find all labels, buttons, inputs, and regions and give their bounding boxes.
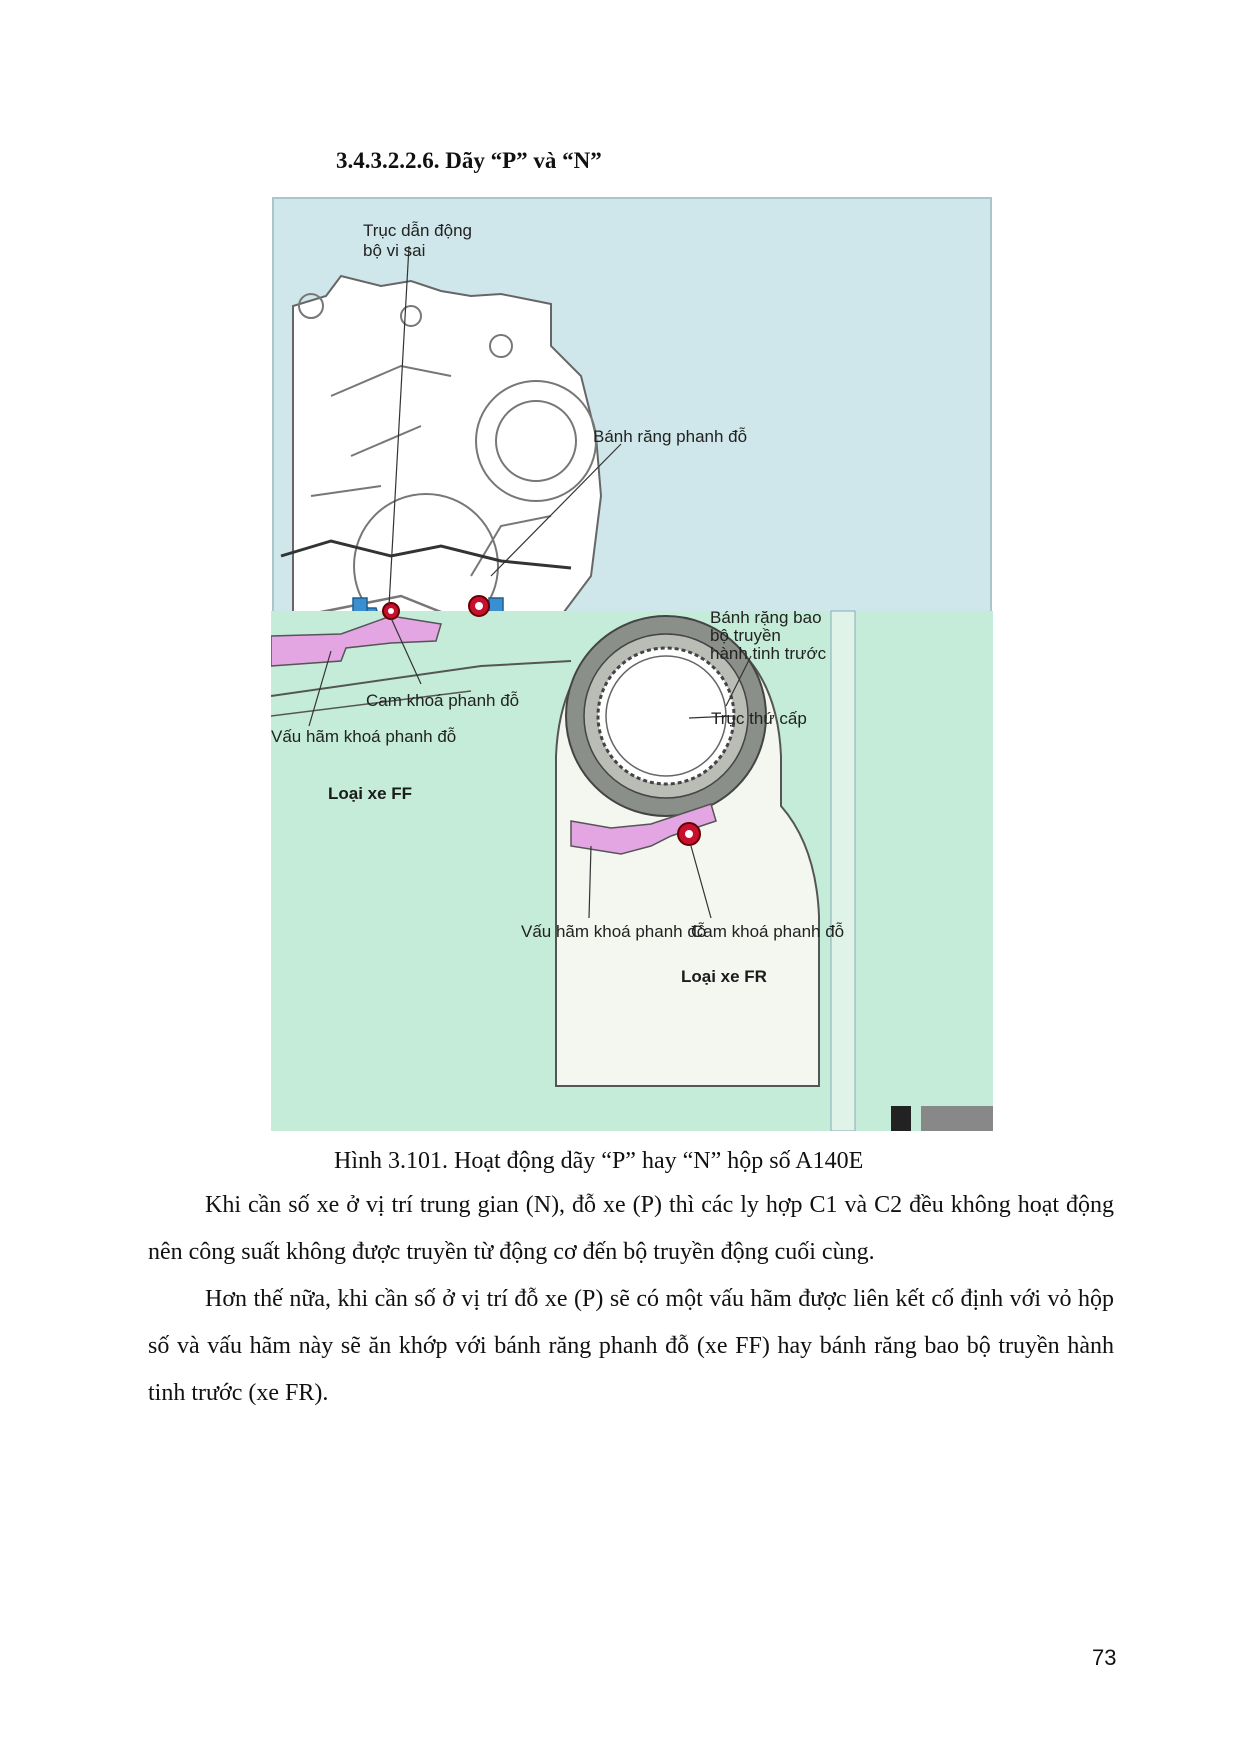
label-fr-type: Loại xe FR xyxy=(681,967,767,986)
paragraph-2-text: Hơn thế nữa, khi cần số ở vị trí đỗ xe (P) sẽ có một vấu hãm được liên kết cố định với vỏ hộp số và vấu hãm này sẽ ăn khớp với bánh răng phanh đỗ (xe FF) hay bánh răng bao bộ truyền hành tinh trước (xe FR). xyxy=(148,1286,1114,1406)
label-drive-shaft-line2: bộ vi sai xyxy=(363,241,426,260)
label-fr-pawl: Vấu hãm khoá phanh đỗ xyxy=(521,922,707,941)
label-drive-shaft-line1: Trục dẫn động xyxy=(363,221,472,240)
page-number: 73 xyxy=(1092,1645,1117,1670)
label-ring-gear-line1: Bánh rặng bao xyxy=(710,608,822,627)
label-ff-type: Loại xe FF xyxy=(328,784,413,803)
paragraph-1 xyxy=(148,1182,1114,1276)
label-ring-gear-line3: hành tinh trước xyxy=(710,644,827,663)
figure-caption: Hình 3.101. Hoạt động dãy “P” hay “N” hộp số A140E xyxy=(334,1148,864,1174)
label-ff-cam: Cam khoá phanh đỗ xyxy=(366,691,520,710)
paragraph-2 xyxy=(148,1276,1114,1417)
figure-a140e-park-neutral xyxy=(271,196,993,1131)
label-ring-gear-line2: bộ truyền xyxy=(710,626,781,645)
figure-drawing xyxy=(271,196,993,1131)
label-parking-lock-gear: Bánh răng phanh đỗ xyxy=(593,427,748,446)
section-heading: 3.4.3.2.2.6. Dãy “P” và “N” xyxy=(336,148,602,173)
label-output-shaft: Trục thứ cấp xyxy=(711,709,807,728)
label-fr-cam: Cam khoá phanh đỗ xyxy=(691,922,845,941)
label-ff-pawl: Vấu hãm khoá phanh đỗ xyxy=(271,727,457,746)
paragraph-1-text: Khi cần số xe ở vị trí trung gian (N), đỗ xe (P) thì các ly hợp C1 và C2 đều không hoạt động nên công suất không được truyền từ động cơ đến bộ truyền động cuối cùng. xyxy=(148,1192,1114,1265)
